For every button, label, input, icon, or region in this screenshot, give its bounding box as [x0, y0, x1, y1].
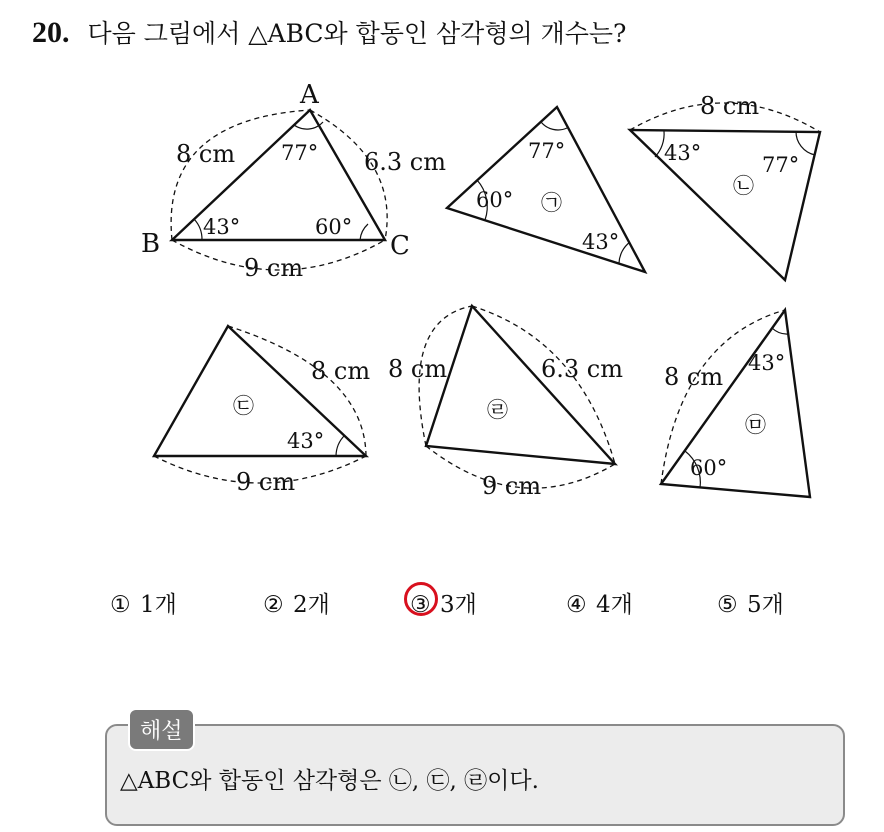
vertex-a: A: [300, 80, 319, 110]
choice-2-text: 2개: [293, 592, 330, 618]
choice-5-text: 5개: [747, 592, 784, 618]
angle-b-label: 43°: [203, 215, 241, 239]
t1-label: ㉠: [541, 191, 562, 215]
question-number: 20.: [32, 16, 70, 49]
t2-angle-right: 77°: [762, 153, 800, 177]
t1-angle-top: 77°: [528, 139, 566, 163]
triangle-1: [447, 107, 645, 272]
answer-circle-icon: [404, 582, 438, 616]
vertex-c: C: [390, 231, 410, 261]
triangle-abc: [141, 80, 446, 282]
side-ab-label: 8 cm: [176, 140, 236, 168]
t3-label: ㉢: [233, 394, 254, 418]
choice-4-mark: ④: [566, 592, 587, 618]
t5-angle-bottom: 60°: [690, 456, 728, 480]
t3-side-right: 8 cm: [311, 357, 371, 385]
t1-angle-bottom: 43°: [582, 230, 620, 254]
choice-4[interactable]: [566, 586, 633, 619]
side-ac-label: 6.3 cm: [364, 148, 446, 176]
choice-4-text: 4개: [596, 592, 633, 618]
vertex-b: B: [141, 229, 161, 259]
question-text: 다음 그림에서 △ABC와 합동인 삼각형의 개수는?: [87, 19, 627, 48]
t3-side-bottom: 9 cm: [236, 468, 296, 496]
choice-1-mark: ①: [110, 592, 131, 618]
choice-3-mark: ③: [410, 592, 431, 618]
triangle-3: [154, 326, 370, 496]
t4-label: ㉣: [487, 398, 508, 422]
triangle-2: [630, 92, 820, 280]
t2-side-top: 8 cm: [700, 92, 760, 120]
angle-a-label: 77°: [281, 141, 319, 165]
t5-label: ㉤: [745, 413, 766, 437]
choice-2-mark: ②: [263, 592, 284, 618]
angle-c-label: 60°: [315, 215, 353, 239]
choice-1[interactable]: [110, 586, 177, 619]
t5-angle-top: 43°: [748, 351, 786, 375]
t3-angle: 43°: [287, 429, 325, 453]
t4-side-right: 6.3 cm: [541, 355, 623, 383]
solution-tag: 해설: [128, 708, 195, 751]
side-bc-label: 9 cm: [244, 254, 304, 282]
t2-angle-left: 43°: [664, 141, 702, 165]
choice-2[interactable]: [263, 586, 330, 619]
triangle-4: [388, 306, 623, 500]
choice-5-mark: ⑤: [717, 592, 738, 618]
t2-label: ㉡: [733, 174, 754, 198]
t4-side-bottom: 9 cm: [482, 472, 542, 500]
answer-choices: [0, 586, 884, 626]
triangle-5: [661, 310, 810, 497]
t5-side-left: 8 cm: [664, 363, 724, 391]
t1-angle-left: 60°: [476, 188, 514, 212]
choice-1-text: 1개: [140, 592, 177, 618]
choice-3-text: 3개: [440, 592, 477, 618]
choice-5[interactable]: [717, 586, 784, 619]
solution-text: △ABC와 합동인 삼각형은 ㉡, ㉢, ㉣이다.: [120, 768, 539, 794]
t4-side-left: 8 cm: [388, 355, 448, 383]
